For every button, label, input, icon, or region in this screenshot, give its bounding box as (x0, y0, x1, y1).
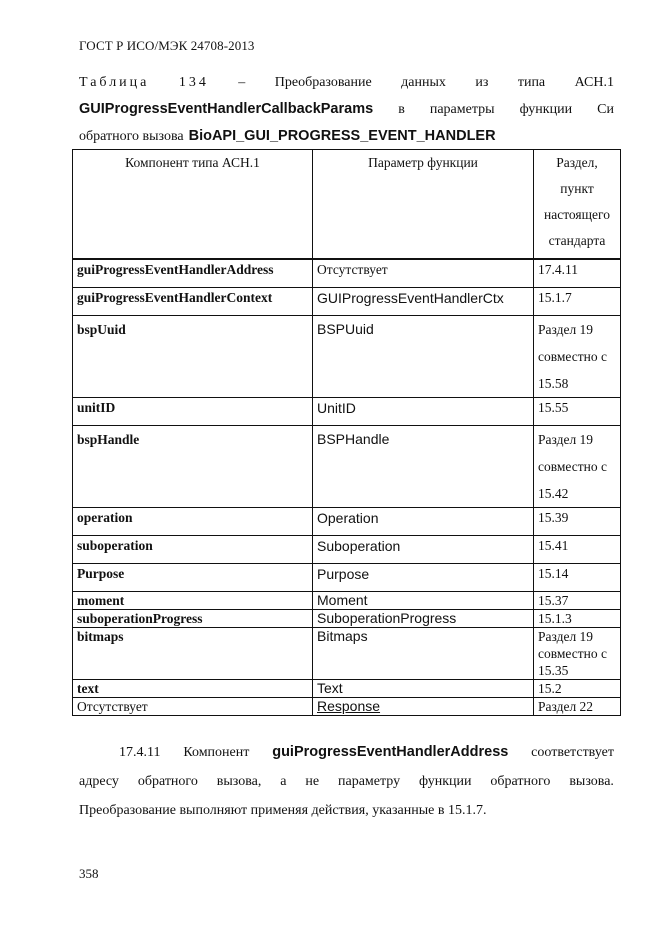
caption-text: обратного вызова (79, 129, 184, 144)
cell-param: BSPHandle (313, 426, 534, 508)
cell-section: 15.37 (534, 592, 621, 610)
paragraph-word: вызова. (569, 774, 614, 789)
cell-component: suboperation (73, 536, 313, 564)
cell-param: SuboperationProgress (313, 610, 534, 628)
cell-component: moment (73, 592, 313, 610)
table-caption (79, 70, 614, 150)
document-header: ГОСТ Р ИСО/МЭК 24708-2013 (79, 38, 255, 53)
cell-param: Text (313, 680, 534, 698)
mapping-table (72, 149, 621, 716)
cell-component: Отсутствует (73, 698, 313, 716)
caption-word: Си (597, 102, 614, 117)
table-header-row (73, 150, 621, 260)
paragraph-word: а (280, 774, 287, 789)
paragraph-line-2 (79, 767, 614, 796)
paragraph-word: соответствует (531, 745, 614, 760)
table-row (73, 426, 621, 508)
table-row (73, 288, 621, 316)
paragraph-word: Компонент (183, 745, 250, 760)
cell-section: 15.55 (534, 398, 621, 426)
cell-component: bitmaps (73, 628, 313, 680)
cell-component: guiProgressEventHandlerContext (73, 288, 313, 316)
paragraph-word: вызова, (216, 774, 262, 789)
paragraph-line-1 (79, 738, 614, 767)
cell-component: unitID (73, 398, 313, 426)
cell-section: Раздел 19 совместно с 15.58 (534, 316, 621, 398)
caption-word: Преобразование (274, 75, 372, 90)
caption-word: типа (517, 75, 546, 90)
header-section: Раздел, пункт настоящего стандарта (534, 150, 621, 260)
cell-param: Operation (313, 508, 534, 536)
paragraph-number: 17.4.11 (119, 745, 161, 760)
cell-section: 15.1.3 (534, 610, 621, 628)
table-row (73, 508, 621, 536)
cell-param (313, 698, 534, 716)
paragraph-word: функции (419, 774, 472, 789)
cell-section: Раздел 19 совместно с 15.35 (534, 628, 621, 680)
caption-table-number: 134 (178, 75, 209, 90)
caption-word: функции (519, 102, 573, 117)
caption-word: данных (401, 75, 446, 90)
cell-component: bspUuid (73, 316, 313, 398)
cell-component: operation (73, 508, 313, 536)
table-row (73, 680, 621, 698)
cell-section: 17.4.11 (534, 259, 621, 288)
cell-param: Bitmaps (313, 628, 534, 680)
table-row (73, 536, 621, 564)
cell-param: Отсутствует (313, 259, 534, 288)
table-row (73, 259, 621, 288)
table-row (73, 698, 621, 716)
header-component: Компонент типа АСН.1 (73, 150, 313, 260)
cell-param: UnitID (313, 398, 534, 426)
paragraph-lead (79, 738, 160, 767)
table-row (73, 564, 621, 592)
caption-line-1 (79, 70, 614, 96)
cell-component: text (73, 680, 313, 698)
table-row (73, 610, 621, 628)
cell-param: BSPUuid (313, 316, 534, 398)
caption-function-name: BioAPI_GUI_PROGRESS_EVENT_HANDLER (188, 128, 496, 144)
caption-word: из (475, 75, 489, 90)
cell-section: Раздел 22 (534, 698, 621, 716)
page-number: 358 (79, 866, 99, 881)
cell-param: Suboperation (313, 536, 534, 564)
table-row (73, 398, 621, 426)
paragraph-line-3: Преобразование выполняют применяя действия, указанные в 15.1.7. (79, 803, 487, 818)
cell-component: Purpose (73, 564, 313, 592)
table-row (73, 628, 621, 680)
paragraph-word: не (305, 774, 320, 789)
cell-param-underlined: Response (317, 698, 381, 714)
cell-section: 15.41 (534, 536, 621, 564)
paragraph-word: параметру (338, 774, 401, 789)
caption-dash: – (238, 75, 246, 90)
body-paragraph (79, 738, 614, 825)
caption-word: Таблица (79, 75, 150, 90)
cell-param: GUIProgressEventHandlerCtx (313, 288, 534, 316)
cell-section: 15.2 (534, 680, 621, 698)
cell-component: guiProgressEventHandlerAddress (73, 259, 313, 288)
paragraph-word: обратного (490, 774, 551, 789)
cell-section: 15.14 (534, 564, 621, 592)
cell-param: Purpose (313, 564, 534, 592)
paragraph-word: обратного (137, 774, 198, 789)
table-row (73, 316, 621, 398)
cell-component: bspHandle (73, 426, 313, 508)
cell-param: Moment (313, 592, 534, 610)
cell-component: suboperationProgress (73, 610, 313, 628)
caption-line-2 (79, 96, 614, 123)
caption-word: параметры (429, 102, 495, 117)
cell-section: Раздел 19 совместно с 15.42 (534, 426, 621, 508)
caption-type-name: GUIProgressEventHandlerCallbackParams (79, 101, 374, 117)
caption-word: в (398, 102, 405, 117)
caption-word: АСН.1 (574, 75, 614, 90)
cell-section: 15.39 (534, 508, 621, 536)
paragraph-component-name: guiProgressEventHandlerAddress (272, 744, 509, 760)
cell-section: 15.1.7 (534, 288, 621, 316)
paragraph-word: адресу (79, 774, 119, 789)
table-row (73, 592, 621, 610)
caption-line-3 (79, 123, 614, 150)
header-param: Параметр функции (313, 150, 534, 260)
